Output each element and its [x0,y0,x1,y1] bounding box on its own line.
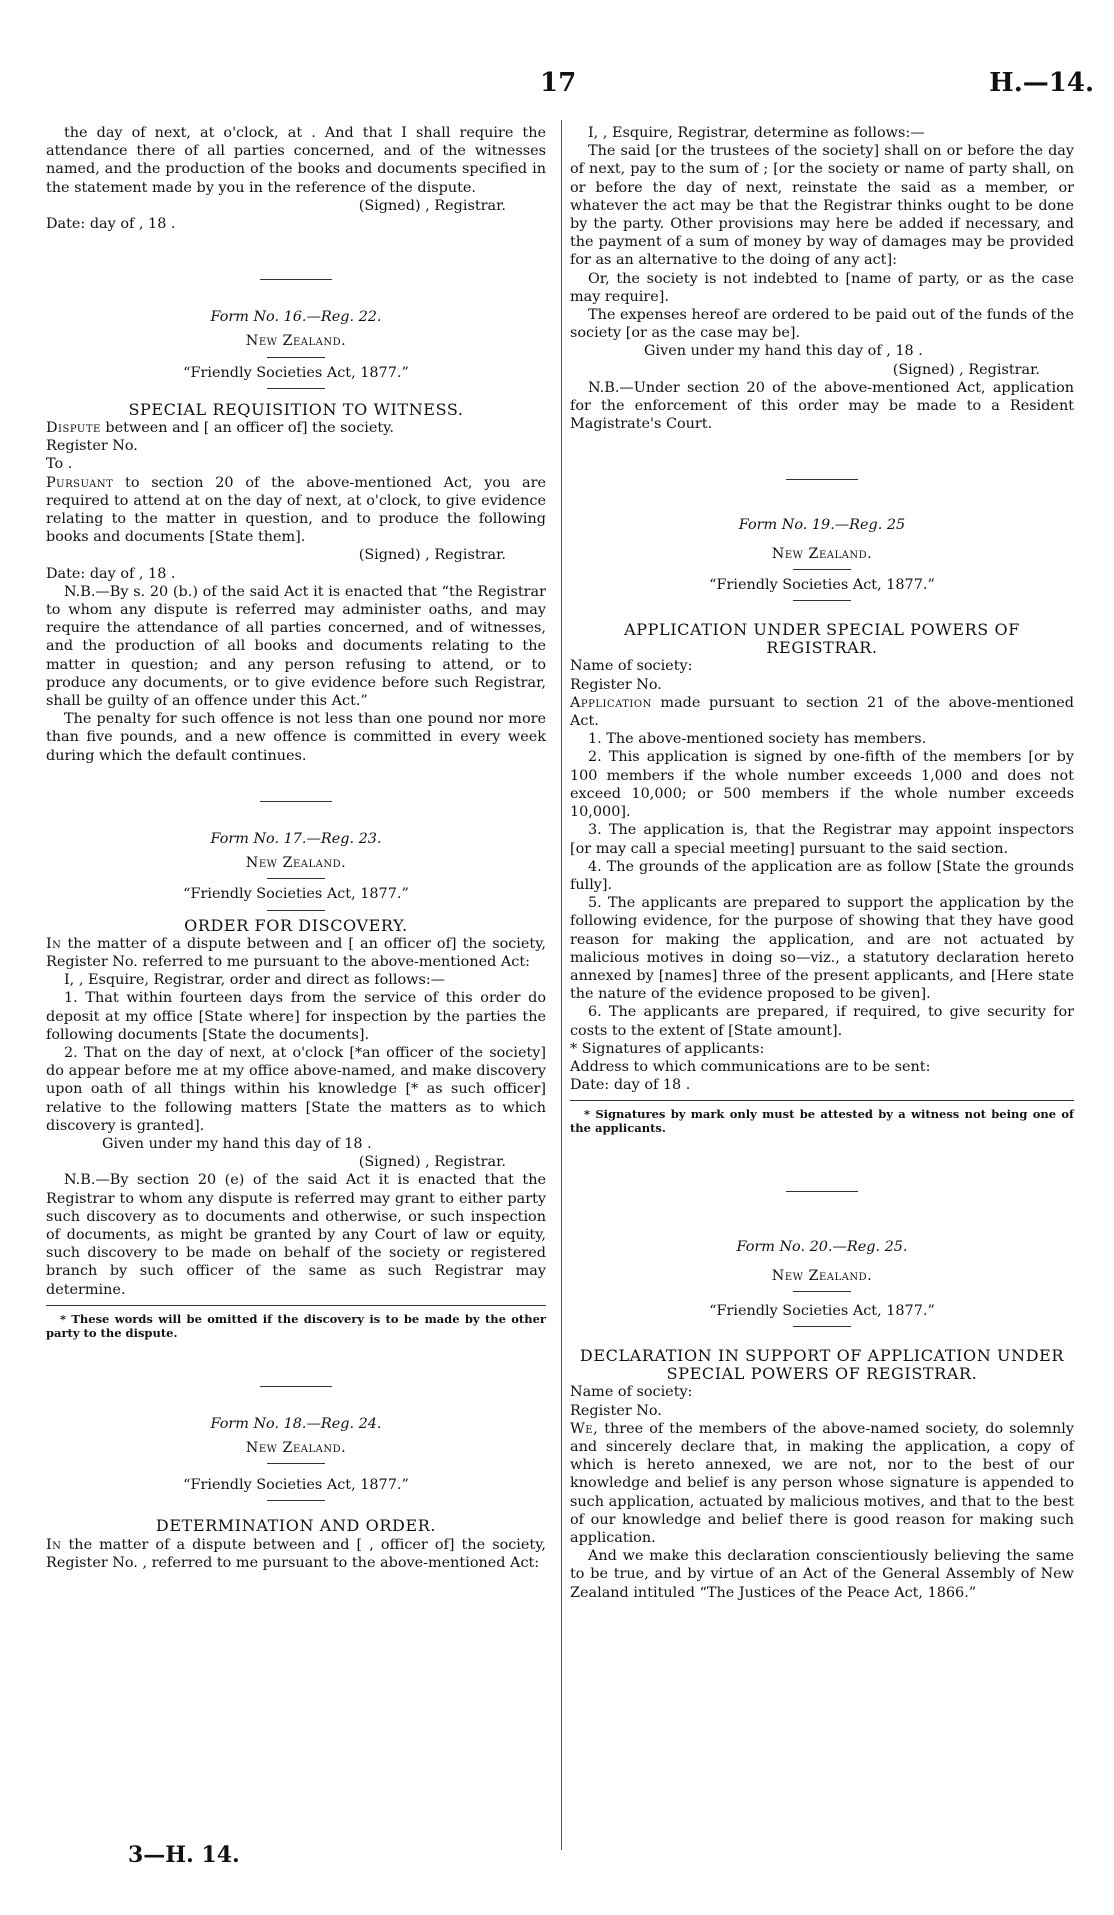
right-column [570,124,1074,1602]
form19-heading: APPLICATION UNDER SPECIAL POWERS OF REGISTRAR. [624,620,1020,658]
form18-or: Or, the society is not indebted to [name of party, or as the case may require]. [570,270,1074,305]
form16-date: Date: day of , 18 . [46,565,176,582]
form19-item3: 3. The application is, that the Registrar may appoint inspectors [or may call a special meeting] pursuant to the said section. [570,822,1074,857]
form16-dispute [46,419,546,437]
form19-country: New Zealand. [771,545,873,562]
form16-heading: SPECIAL REQUISITION TO WITNESS. [128,399,464,419]
separator [267,910,325,911]
footnote-rule [46,1305,546,1306]
form15-continuation: the day of next, at o'clock, at . And that I shall require the attendance there of all parties concerned, and of the witnesses named, and the production of the books and documents specified in the statement made by you in the reference of the dispute. [46,125,546,196]
form17-title: Form No. 17.—Reg. 23. [210,830,382,847]
form18-determine: I, , Esquire, Registrar, determine as follows:— [588,125,925,141]
separator [260,1386,332,1387]
we-lead: We, [570,1420,599,1437]
form20-name: Name of society: [570,1384,693,1401]
form18-said: The said [or the trustees of the society] shall on or before the day of next, pay to the sum of ; [or the society or name of party shall, on or before the day of next, reinstate the said as a member, or whatever the act may be that the Registrar thinks ought to be done by the party. Other provisions may here be added if necessary, and the payment of a sum of money by way of damages may be provided for as an alternative to the doing of any act]: [570,143,1074,269]
form17-act: “Friendly Societies Act, 1877.” [183,886,409,903]
separator [267,878,325,879]
separator [793,569,851,570]
form16-title: Form No. 16.—Reg. 22. [210,309,382,326]
form18-given: Given under my hand this day of , 18 . [644,343,923,360]
form19-title: Form No. 19.—Reg. 25 [738,517,906,534]
form17-item2: 2. That on the day of next, at o'clock [*an officer of the society] do appear before me at my office above-named, and make discovery upon oath of all things within his knowledge [* as such officer] relative to the following matters [State the matters as to which discovery is granted]. [46,1044,546,1134]
application-text: made pursuant to section 21 of the above-mentioned Act. [570,694,1075,730]
form20-declaration [570,1420,1074,1547]
page-number: 17 [540,68,577,98]
form16-pursuant [46,474,546,547]
form19-item4: 4. The grounds of the application are as follow [State the grounds fully]. [570,858,1074,893]
form19-act: “Friendly Societies Act, 1877.” [709,576,935,593]
form18-expenses: The expenses hereof are ordered to be paid out of the funds of the society [or as the case may be]. [570,307,1074,342]
separator [267,357,325,358]
form17-order: I, , Esquire, Registrar, order and direct as follows:— [64,972,446,989]
separator [267,388,325,389]
form19-item5: 5. The applicants are prepared to support the application by the following evidence, for the purpose of showing that they have good reason for making the application, and are not actuated by malicious motives in doing so—viz., a statutory declaration hereto annexed by [names] three of the present applicants, and [Here state the nature of the evidence proposed to be given]. [570,895,1074,1003]
separator [260,279,332,280]
form16-act: “Friendly Societies Act, 1877.” [183,364,409,381]
form17-country: New Zealand. [245,855,347,872]
pursuant-lead: Pursuant [46,474,114,491]
separator [786,479,858,480]
page-bottom-reference: 3—H. 14. [128,1842,240,1868]
form19-signatures: * Signatures of applicants: [570,1040,765,1057]
form19-address: Address to which communications are to be sent: [570,1058,931,1075]
separator [793,1326,851,1327]
form17-heading: ORDER FOR DISCOVERY. [184,915,408,935]
column-divider [561,120,562,1850]
separator [267,1500,325,1501]
separator [260,801,332,802]
form20-act: “Friendly Societies Act, 1877.” [709,1302,935,1319]
form18-heading: DETERMINATION AND ORDER. [155,1516,437,1536]
form16-country: New Zealand. [245,333,347,350]
form18-title: Form No. 18.—Reg. 24. [210,1415,382,1432]
form18-intro [46,1536,546,1572]
separator [793,1291,851,1292]
form17-given: Given under my hand this day of 18 . [102,1135,372,1152]
form20-heading: DECLARATION IN SUPPORT OF APPLICATION UNDER SPECIAL POWERS OF REGISTRAR. [579,1345,1065,1384]
form17-footnote: * These words will be omitted if the discovery is to be made by the other party to the dispute. [46,1311,546,1340]
form17-nb: N.B.—By section 20 (e) of the said Act it is enacted that the Registrar to whom any dispute is referred may grant to either party such discovery as to documents and otherwise, or such inspection of documents, as might be granted by any Court of law or equity, such discovery to be made on behalf of the society or registered branch by such officer of the same as such Registrar may determine. [46,1172,546,1298]
form17-intro [46,935,546,971]
date-line: Date: day of , 18 . [46,216,176,233]
form18-signed: (Signed) , Registrar. [892,361,1040,378]
separator [267,1463,325,1464]
form19-date: Date: day of 18 . [570,1077,691,1094]
form18-nb: N.B.—Under section 20 of the above-mentioned Act, application for the enforcement of this order may be made to a Resident Magistrate's Court. [570,379,1074,433]
form16-nb: N.B.—By s. 20 (b.) of the said Act it is enacted that “the Registrar to whom any dispute is referred may administer oaths, and may require the attendance of all parties concerned, and of witnesses, and the production of all books and documents relating to the matter in question; and any person refusing to attend, or to produce any documents, or to give evidence before such Registrar, shall be guilty of an offence under this Act.” [46,583,546,710]
left-column [46,124,546,1572]
form20-register: Register No. [570,1402,662,1419]
in-lead: In [46,935,62,952]
in-lead: In [46,1536,62,1553]
form20-title: Form No. 20.—Reg. 25. [736,1239,908,1256]
footnote-rule [570,1100,1074,1101]
form16-register: Register No. [46,438,138,455]
separator [793,600,851,601]
form19-item2: 2. This application is signed by one-fifth of the members [or by 100 members if the whole number exceeds 1,000 and does not exceed 10,000; or 500 members if the whole number exceeds 10,000]. [570,749,1074,821]
document-reference: H.—14. [989,68,1094,98]
form18-country: New Zealand. [245,1439,347,1456]
form17-signed: (Signed) , Registrar. [358,1154,506,1171]
form19-item6: 6. The applicants are prepared, if required, to give security for costs to the extent of [State amount]. [570,1004,1074,1039]
separator [786,1191,858,1192]
we-text: three of the members of the above-named society, do solemnly and sincerely declare that, in making the application, a copy of which is hereto annexed, we are not, nor to the best of our knowledge and belief is any person whose signature is appended to such application, actuated by malicious motives, and that to the best of our knowledge and belief there is good reason for making such application. [570,1420,1074,1546]
form16-signed: (Signed) , Registrar. [358,547,506,564]
form19-footnote: * Signatures by mark only must be attested by a witness not being one of the applicants. [570,1107,1074,1136]
form19-name: Name of society: [570,658,693,675]
form20-closing: And we make this declaration conscientiously believing the same to be true, and by virtue of an Act of the General Assembly of New Zealand intituled “The Justices of the Peace Act, 1866.” [570,1548,1074,1601]
form18-act: “Friendly Societies Act, 1877.” [183,1477,409,1494]
form19-application [570,694,1074,730]
form19-register: Register No. [570,676,662,693]
dispute-lead: Dispute [46,420,101,437]
form17-item1: 1. That within fourteen days from the service of this order do deposit at my office [State where] for inspection by the parties the following documents [State the documents]. [46,990,546,1043]
intro-text: the matter of a dispute between and [ , officer of] the society, Register No. , referred to me pursuant to the above-mentioned Act: [46,1536,546,1571]
intro-text: the matter of a dispute between and [ an officer of] the society, Register No. referred to me pursuant to the above-mentioned Act: [46,935,546,970]
dispute-text: between and [ an officer of] the society. [105,420,394,437]
form19-item1: 1. The above-mentioned society has members. [588,731,927,748]
pursuant-text: to section 20 of the above-mentioned Act, you are required to attend at on the day of next, at o'clock, to give evidence relating to the matter in question, and to produce the following books and documents [State them]. [46,474,546,546]
signature-line: (Signed) , Registrar. [358,197,506,214]
form20-country: New Zealand. [771,1267,873,1284]
form16-penalty: The penalty for such offence is not less than one pound nor more than five pounds, and a new offence is committed in every week during which the default continues. [46,711,546,764]
application-lead: Application [570,694,652,711]
form16-to: To . [46,456,73,473]
